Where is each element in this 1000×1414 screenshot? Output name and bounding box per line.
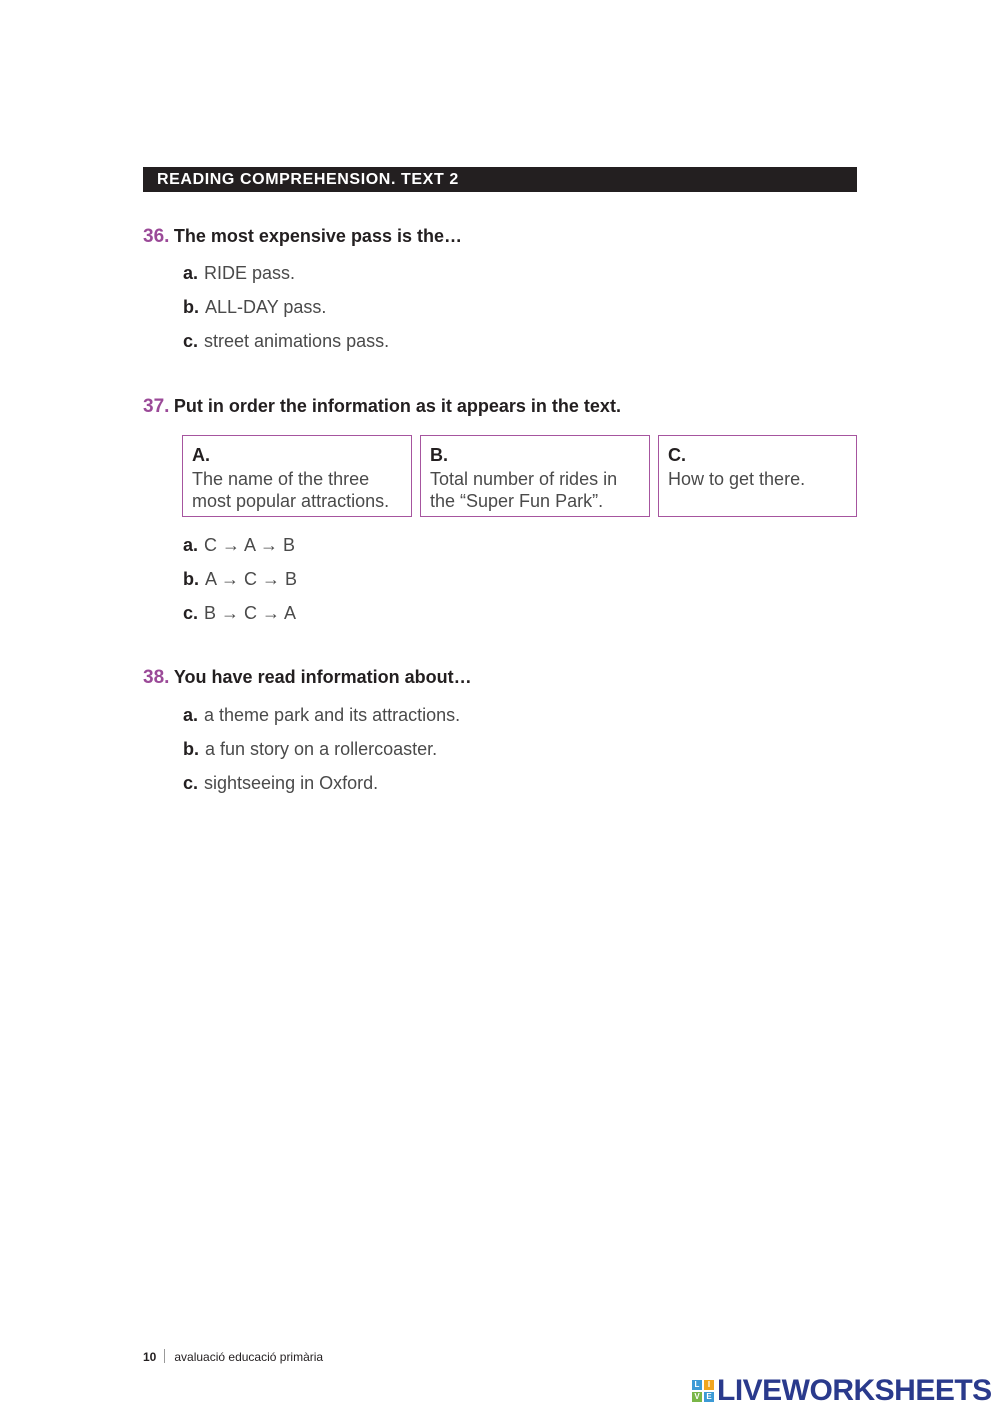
option-37-b[interactable] (183, 569, 297, 590)
info-card-c (658, 435, 857, 517)
logo-tile: L (692, 1380, 702, 1390)
option-36-c[interactable] (183, 331, 389, 352)
question-number: 37. (143, 396, 170, 417)
option-letter: a. (183, 535, 199, 555)
liveworksheets-logo (692, 1373, 992, 1409)
question-37 (143, 396, 621, 418)
footer-text: avaluació educació primària (174, 1350, 324, 1364)
option-letter: c. (183, 773, 199, 793)
question-number: 36. (143, 226, 170, 247)
option-text: C → A → B (204, 535, 296, 555)
logo-tile: V (692, 1392, 702, 1402)
option-text: sightseeing in Oxford. (204, 773, 379, 793)
option-letter: b. (183, 569, 199, 589)
question-36 (143, 226, 462, 248)
option-text: RIDE pass. (204, 263, 296, 283)
card-text: The name of the three most popular attractions. (192, 469, 390, 511)
option-37-c[interactable] (183, 603, 296, 624)
option-38-a[interactable] (183, 705, 460, 726)
option-37-a[interactable] (183, 535, 295, 556)
question-text: Put in order the information as it appears in the text. (173, 396, 621, 416)
section-header: READING COMPREHENSION. TEXT 2 (143, 167, 857, 192)
option-text: A → C → B (205, 569, 298, 589)
question-number: 38. (143, 667, 170, 688)
logo-text: LIVEWORKSHEETS (717, 1374, 992, 1407)
option-letter: b. (183, 739, 199, 759)
card-letter: C. (668, 445, 686, 465)
info-card-b (420, 435, 650, 517)
question-text: You have read information about… (173, 667, 472, 687)
logo-tile: I (704, 1380, 714, 1390)
card-letter: B. (430, 445, 448, 465)
page-number: 10 (143, 1350, 157, 1364)
option-letter: a. (183, 263, 199, 283)
option-text: street animations pass. (204, 331, 390, 351)
option-38-c[interactable] (183, 773, 378, 794)
question-38 (143, 667, 472, 689)
option-letter: b. (183, 297, 199, 317)
option-36-a[interactable] (183, 263, 295, 284)
page-footer (143, 1349, 323, 1364)
card-letter: A. (192, 445, 210, 465)
card-text: Total number of rides in the “Super Fun Park”. (430, 469, 618, 511)
option-38-b[interactable] (183, 739, 437, 760)
option-letter: a. (183, 705, 199, 725)
option-letter: c. (183, 603, 199, 623)
option-36-b[interactable] (183, 297, 326, 318)
option-text: ALL-DAY pass. (205, 297, 327, 317)
question-text: The most expensive pass is the… (173, 226, 462, 246)
option-text: a fun story on a rollercoaster. (205, 739, 438, 759)
footer-divider (164, 1349, 165, 1363)
logo-tile: E (704, 1392, 714, 1402)
card-text: How to get there. (668, 469, 806, 489)
logo-grid-icon (692, 1380, 714, 1402)
option-letter: c. (183, 331, 199, 351)
info-card-a (182, 435, 412, 517)
option-text: a theme park and its attractions. (204, 705, 461, 725)
option-text: B → C → A (204, 603, 297, 623)
